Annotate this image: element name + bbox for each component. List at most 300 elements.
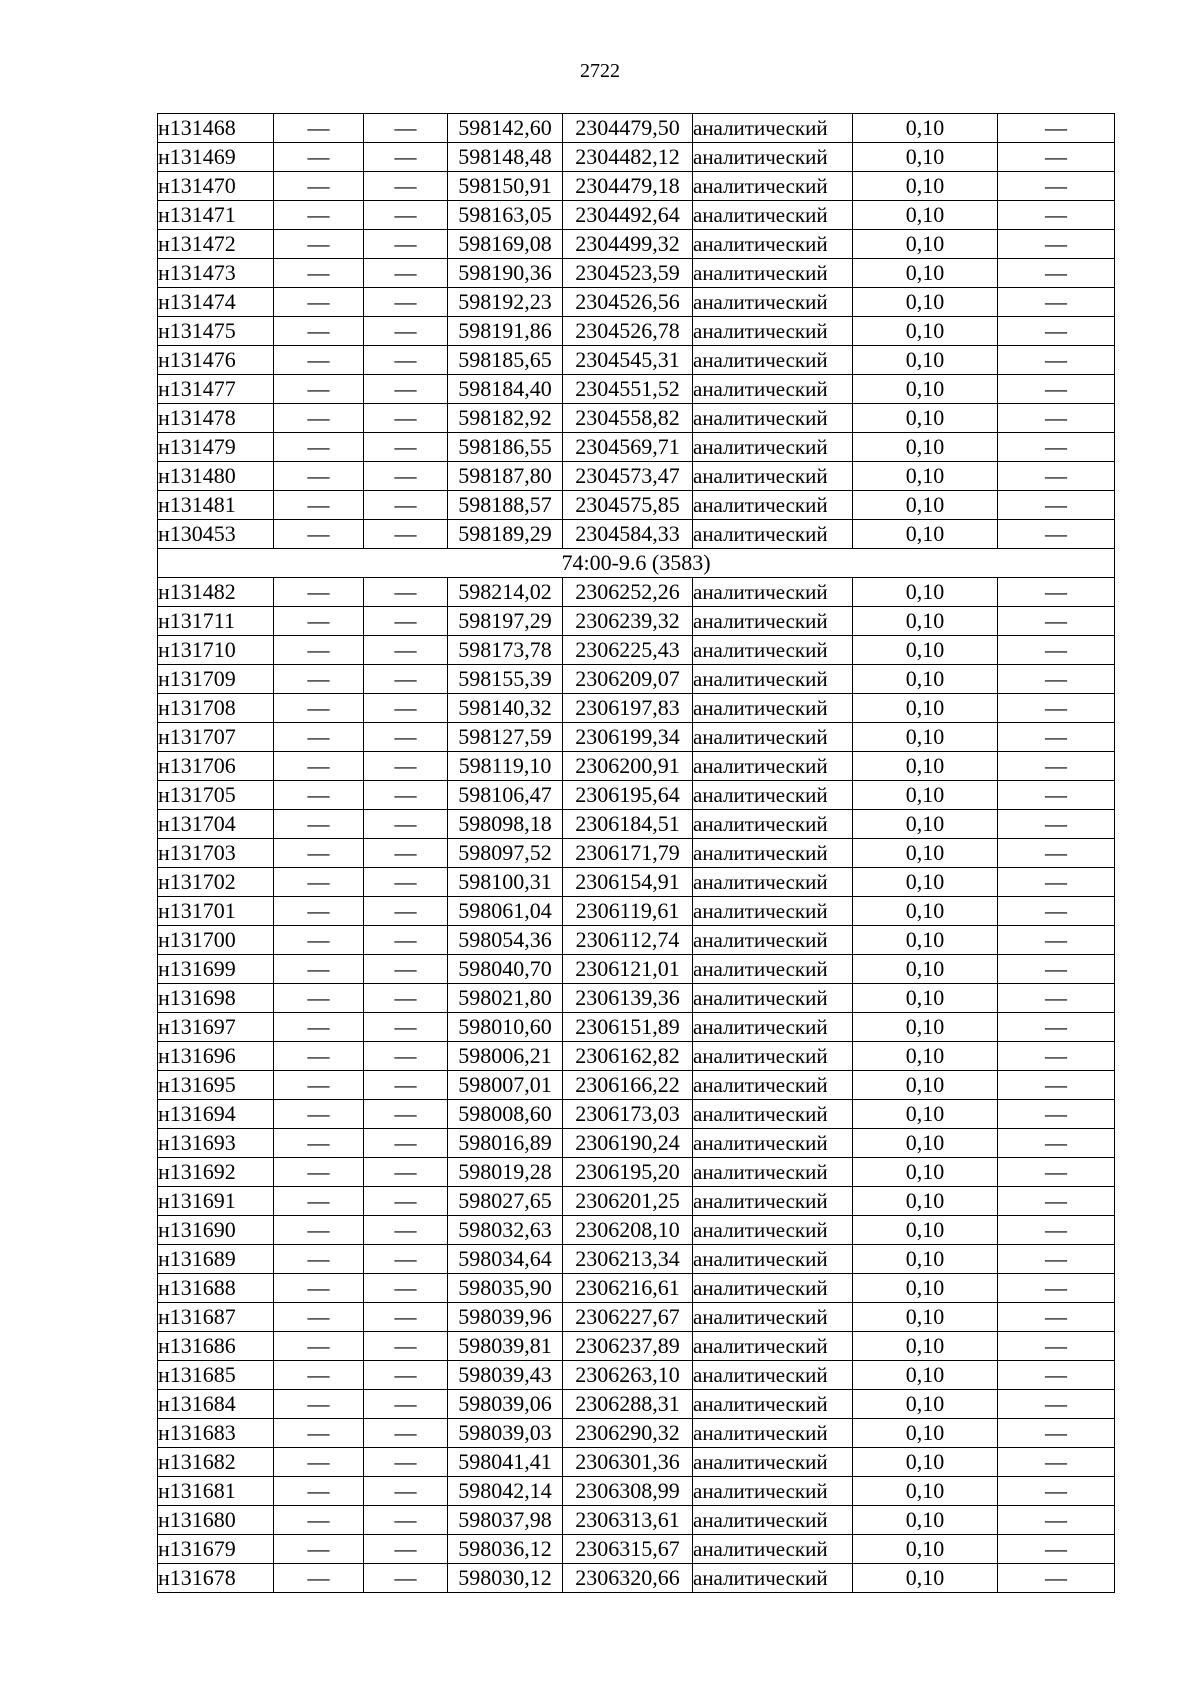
- table-row: [158, 346, 1115, 375]
- table-row: [158, 433, 1115, 462]
- x-coordinate-cell: 598036,12: [448, 1535, 563, 1564]
- dash-cell: —: [998, 288, 1115, 317]
- x-coordinate-cell: 598039,43: [448, 1361, 563, 1390]
- dash-cell: —: [274, 375, 364, 404]
- table-row: [158, 172, 1115, 201]
- x-coordinate-cell: 598041,41: [448, 1448, 563, 1477]
- y-coordinate-cell: 2306201,25: [563, 1187, 693, 1216]
- dash-cell: —: [274, 1274, 364, 1303]
- dash-cell: —: [998, 404, 1115, 433]
- table-row: [158, 578, 1115, 607]
- dash-cell: —: [998, 607, 1115, 636]
- dash-cell: —: [998, 1419, 1115, 1448]
- dash-cell: —: [998, 1129, 1115, 1158]
- y-coordinate-cell: 2306213,34: [563, 1245, 693, 1274]
- method-cell: аналитический: [693, 839, 853, 868]
- point-id-cell: н131701: [158, 897, 274, 926]
- point-id-cell: н131471: [158, 201, 274, 230]
- method-cell: аналитический: [693, 665, 853, 694]
- y-coordinate-cell: 2304479,18: [563, 172, 693, 201]
- dash-cell: —: [364, 375, 448, 404]
- accuracy-cell: 0,10: [853, 1361, 998, 1390]
- y-coordinate-cell: 2306208,10: [563, 1216, 693, 1245]
- x-coordinate-cell: 598100,31: [448, 868, 563, 897]
- page-number: 2722: [580, 60, 620, 82]
- dash-cell: —: [364, 1100, 448, 1129]
- dash-cell: —: [274, 1535, 364, 1564]
- dash-cell: —: [364, 259, 448, 288]
- point-id-cell: н131692: [158, 1158, 274, 1187]
- dash-cell: —: [364, 810, 448, 839]
- point-id-cell: н131478: [158, 404, 274, 433]
- dash-cell: —: [998, 1390, 1115, 1419]
- point-id-cell: н131699: [158, 955, 274, 984]
- method-cell: аналитический: [693, 433, 853, 462]
- x-coordinate-cell: 598061,04: [448, 897, 563, 926]
- point-id-cell: н131474: [158, 288, 274, 317]
- accuracy-cell: 0,10: [853, 1216, 998, 1245]
- dash-cell: —: [364, 839, 448, 868]
- accuracy-cell: 0,10: [853, 1071, 998, 1100]
- dash-cell: —: [998, 1506, 1115, 1535]
- accuracy-cell: 0,10: [853, 665, 998, 694]
- dash-cell: —: [274, 694, 364, 723]
- dash-cell: —: [998, 114, 1115, 143]
- dash-cell: —: [274, 1564, 364, 1593]
- y-coordinate-cell: 2304526,56: [563, 288, 693, 317]
- dash-cell: —: [998, 230, 1115, 259]
- y-coordinate-cell: 2306320,66: [563, 1564, 693, 1593]
- method-cell: аналитический: [693, 1071, 853, 1100]
- y-coordinate-cell: 2304479,50: [563, 114, 693, 143]
- x-coordinate-cell: 598173,78: [448, 636, 563, 665]
- y-coordinate-cell: 2306263,10: [563, 1361, 693, 1390]
- dash-cell: —: [274, 491, 364, 520]
- dash-cell: —: [274, 462, 364, 491]
- y-coordinate-cell: 2306308,99: [563, 1477, 693, 1506]
- dash-cell: —: [274, 433, 364, 462]
- point-id-cell: н131711: [158, 607, 274, 636]
- x-coordinate-cell: 598185,65: [448, 346, 563, 375]
- x-coordinate-cell: 598027,65: [448, 1187, 563, 1216]
- accuracy-cell: 0,10: [853, 1158, 998, 1187]
- table-row: [158, 201, 1115, 230]
- table-row: [158, 1042, 1115, 1071]
- accuracy-cell: 0,10: [853, 491, 998, 520]
- method-cell: аналитический: [693, 259, 853, 288]
- method-cell: аналитический: [693, 1477, 853, 1506]
- method-cell: аналитический: [693, 955, 853, 984]
- method-cell: аналитический: [693, 143, 853, 172]
- point-id-cell: н131476: [158, 346, 274, 375]
- dash-cell: —: [364, 462, 448, 491]
- point-id-cell: н131683: [158, 1419, 274, 1448]
- point-id-cell: н131470: [158, 172, 274, 201]
- method-cell: аналитический: [693, 1100, 853, 1129]
- accuracy-cell: 0,10: [853, 955, 998, 984]
- y-coordinate-cell: 2306197,83: [563, 694, 693, 723]
- dash-cell: —: [274, 404, 364, 433]
- dash-cell: —: [274, 259, 364, 288]
- table-row: [158, 636, 1115, 665]
- method-cell: аналитический: [693, 1419, 853, 1448]
- dash-cell: —: [998, 317, 1115, 346]
- method-cell: аналитический: [693, 636, 853, 665]
- accuracy-cell: 0,10: [853, 288, 998, 317]
- accuracy-cell: 0,10: [853, 1535, 998, 1564]
- table-row: [158, 1390, 1115, 1419]
- accuracy-cell: 0,10: [853, 578, 998, 607]
- table-row: [158, 868, 1115, 897]
- x-coordinate-cell: 598039,03: [448, 1419, 563, 1448]
- accuracy-cell: 0,10: [853, 1100, 998, 1129]
- table-row: [158, 810, 1115, 839]
- x-coordinate-cell: 598016,89: [448, 1129, 563, 1158]
- accuracy-cell: 0,10: [853, 1245, 998, 1274]
- dash-cell: —: [998, 375, 1115, 404]
- dash-cell: —: [364, 984, 448, 1013]
- table-row: [158, 1100, 1115, 1129]
- dash-cell: —: [998, 1361, 1115, 1390]
- method-cell: аналитический: [693, 1535, 853, 1564]
- y-coordinate-cell: 2306195,64: [563, 781, 693, 810]
- method-cell: аналитический: [693, 288, 853, 317]
- point-id-cell: н131684: [158, 1390, 274, 1419]
- accuracy-cell: 0,10: [853, 810, 998, 839]
- dash-cell: —: [998, 1303, 1115, 1332]
- method-cell: аналитический: [693, 1187, 853, 1216]
- y-coordinate-cell: 2306195,20: [563, 1158, 693, 1187]
- method-cell: аналитический: [693, 868, 853, 897]
- dash-cell: —: [274, 578, 364, 607]
- table-row: [158, 1013, 1115, 1042]
- y-coordinate-cell: 2306121,01: [563, 955, 693, 984]
- method-cell: аналитический: [693, 346, 853, 375]
- x-coordinate-cell: 598197,29: [448, 607, 563, 636]
- dash-cell: —: [274, 752, 364, 781]
- dash-cell: —: [274, 114, 364, 143]
- y-coordinate-cell: 2306139,36: [563, 984, 693, 1013]
- x-coordinate-cell: 598163,05: [448, 201, 563, 230]
- dash-cell: —: [998, 1448, 1115, 1477]
- accuracy-cell: 0,10: [853, 1303, 998, 1332]
- y-coordinate-cell: 2306301,36: [563, 1448, 693, 1477]
- y-coordinate-cell: 2306227,67: [563, 1303, 693, 1332]
- method-cell: аналитический: [693, 694, 853, 723]
- dash-cell: —: [364, 897, 448, 926]
- point-id-cell: н131679: [158, 1535, 274, 1564]
- method-cell: аналитический: [693, 1274, 853, 1303]
- method-cell: аналитический: [693, 1303, 853, 1332]
- dash-cell: —: [274, 288, 364, 317]
- accuracy-cell: 0,10: [853, 723, 998, 752]
- dash-cell: —: [998, 636, 1115, 665]
- dash-cell: —: [274, 723, 364, 752]
- y-coordinate-cell: 2304492,64: [563, 201, 693, 230]
- dash-cell: —: [364, 520, 448, 549]
- dash-cell: —: [998, 1332, 1115, 1361]
- dash-cell: —: [274, 317, 364, 346]
- dash-cell: —: [998, 1100, 1115, 1129]
- dash-cell: —: [998, 839, 1115, 868]
- dash-cell: —: [364, 955, 448, 984]
- method-cell: аналитический: [693, 984, 853, 1013]
- accuracy-cell: 0,10: [853, 1042, 998, 1071]
- dash-cell: —: [364, 665, 448, 694]
- point-id-cell: н131469: [158, 143, 274, 172]
- point-id-cell: н131691: [158, 1187, 274, 1216]
- dash-cell: —: [998, 1274, 1115, 1303]
- point-id-cell: н131682: [158, 1448, 274, 1477]
- method-cell: аналитический: [693, 1332, 853, 1361]
- dash-cell: —: [364, 1158, 448, 1187]
- method-cell: аналитический: [693, 1158, 853, 1187]
- point-id-cell: н131482: [158, 578, 274, 607]
- accuracy-cell: 0,10: [853, 897, 998, 926]
- dash-cell: —: [364, 1071, 448, 1100]
- dash-cell: —: [364, 317, 448, 346]
- table-row: [158, 1419, 1115, 1448]
- dash-cell: —: [364, 1187, 448, 1216]
- dash-cell: —: [998, 1564, 1115, 1593]
- point-id-cell: н131693: [158, 1129, 274, 1158]
- dash-cell: —: [364, 1361, 448, 1390]
- y-coordinate-cell: 2304545,31: [563, 346, 693, 375]
- table-row: [158, 1332, 1115, 1361]
- accuracy-cell: 0,10: [853, 404, 998, 433]
- method-cell: аналитический: [693, 404, 853, 433]
- x-coordinate-cell: 598035,90: [448, 1274, 563, 1303]
- y-coordinate-cell: 2306112,74: [563, 926, 693, 955]
- dash-cell: —: [274, 839, 364, 868]
- y-coordinate-cell: 2304558,82: [563, 404, 693, 433]
- method-cell: аналитический: [693, 1390, 853, 1419]
- point-id-cell: н131680: [158, 1506, 274, 1535]
- y-coordinate-cell: 2306252,26: [563, 578, 693, 607]
- table-row: [158, 375, 1115, 404]
- dash-cell: —: [998, 984, 1115, 1013]
- accuracy-cell: 0,10: [853, 1390, 998, 1419]
- table-row: [158, 955, 1115, 984]
- dash-cell: —: [364, 1245, 448, 1274]
- coordinates-table-body: [158, 114, 1115, 1593]
- dash-cell: —: [364, 1042, 448, 1071]
- table-row: [158, 491, 1115, 520]
- section-title: 74:00-9.6 (3583): [158, 549, 1115, 578]
- table-row: [158, 1187, 1115, 1216]
- x-coordinate-cell: 598127,59: [448, 723, 563, 752]
- x-coordinate-cell: 598192,23: [448, 288, 563, 317]
- point-id-cell: н131480: [158, 462, 274, 491]
- table-row: [158, 288, 1115, 317]
- dash-cell: —: [364, 346, 448, 375]
- method-cell: аналитический: [693, 723, 853, 752]
- accuracy-cell: 0,10: [853, 839, 998, 868]
- method-cell: аналитический: [693, 1013, 853, 1042]
- method-cell: аналитический: [693, 1564, 853, 1593]
- accuracy-cell: 0,10: [853, 752, 998, 781]
- y-coordinate-cell: 2304499,32: [563, 230, 693, 259]
- x-coordinate-cell: 598032,63: [448, 1216, 563, 1245]
- point-id-cell: н131678: [158, 1564, 274, 1593]
- method-cell: аналитический: [693, 172, 853, 201]
- y-coordinate-cell: 2306315,67: [563, 1535, 693, 1564]
- x-coordinate-cell: 598142,60: [448, 114, 563, 143]
- dash-cell: —: [998, 172, 1115, 201]
- dash-cell: —: [998, 462, 1115, 491]
- accuracy-cell: 0,10: [853, 868, 998, 897]
- x-coordinate-cell: 598169,08: [448, 230, 563, 259]
- y-coordinate-cell: 2304551,52: [563, 375, 693, 404]
- dash-cell: —: [998, 1187, 1115, 1216]
- x-coordinate-cell: 598030,12: [448, 1564, 563, 1593]
- dash-cell: —: [364, 288, 448, 317]
- dash-cell: —: [364, 1564, 448, 1593]
- x-coordinate-cell: 598182,92: [448, 404, 563, 433]
- y-coordinate-cell: 2306209,07: [563, 665, 693, 694]
- dash-cell: —: [364, 1477, 448, 1506]
- point-id-cell: н131681: [158, 1477, 274, 1506]
- accuracy-cell: 0,10: [853, 1013, 998, 1042]
- dash-cell: —: [274, 1216, 364, 1245]
- dash-cell: —: [998, 1042, 1115, 1071]
- x-coordinate-cell: 598150,91: [448, 172, 563, 201]
- accuracy-cell: 0,10: [853, 1448, 998, 1477]
- y-coordinate-cell: 2306313,61: [563, 1506, 693, 1535]
- dash-cell: —: [364, 1303, 448, 1332]
- dash-cell: —: [998, 897, 1115, 926]
- point-id-cell: н131700: [158, 926, 274, 955]
- y-coordinate-cell: 2306171,79: [563, 839, 693, 868]
- y-coordinate-cell: 2306151,89: [563, 1013, 693, 1042]
- dash-cell: —: [998, 723, 1115, 752]
- accuracy-cell: 0,10: [853, 143, 998, 172]
- dash-cell: —: [274, 1100, 364, 1129]
- dash-cell: —: [364, 114, 448, 143]
- x-coordinate-cell: 598119,10: [448, 752, 563, 781]
- point-id-cell: н131698: [158, 984, 274, 1013]
- x-coordinate-cell: 598006,21: [448, 1042, 563, 1071]
- method-cell: аналитический: [693, 520, 853, 549]
- dash-cell: —: [274, 636, 364, 665]
- x-coordinate-cell: 598037,98: [448, 1506, 563, 1535]
- method-cell: аналитический: [693, 114, 853, 143]
- dash-cell: —: [274, 926, 364, 955]
- table-row: [158, 984, 1115, 1013]
- table-row: [158, 1158, 1115, 1187]
- dash-cell: —: [274, 520, 364, 549]
- dash-cell: —: [998, 346, 1115, 375]
- dash-cell: —: [364, 230, 448, 259]
- dash-cell: —: [998, 259, 1115, 288]
- point-id-cell: н131688: [158, 1274, 274, 1303]
- table-row: [158, 926, 1115, 955]
- dash-cell: —: [274, 1042, 364, 1071]
- dash-cell: —: [274, 810, 364, 839]
- accuracy-cell: 0,10: [853, 694, 998, 723]
- dash-cell: —: [274, 1390, 364, 1419]
- y-coordinate-cell: 2306216,61: [563, 1274, 693, 1303]
- accuracy-cell: 0,10: [853, 520, 998, 549]
- accuracy-cell: 0,10: [853, 259, 998, 288]
- dash-cell: —: [274, 1071, 364, 1100]
- table-row: [158, 1071, 1115, 1100]
- x-coordinate-cell: 598039,81: [448, 1332, 563, 1361]
- dash-cell: —: [364, 868, 448, 897]
- x-coordinate-cell: 598008,60: [448, 1100, 563, 1129]
- table-row: [158, 1245, 1115, 1274]
- table-row: [158, 1303, 1115, 1332]
- point-id-cell: н131473: [158, 259, 274, 288]
- y-coordinate-cell: 2304569,71: [563, 433, 693, 462]
- accuracy-cell: 0,10: [853, 781, 998, 810]
- dash-cell: —: [364, 433, 448, 462]
- method-cell: аналитический: [693, 1245, 853, 1274]
- table-row: [158, 1535, 1115, 1564]
- table-row: [158, 839, 1115, 868]
- dash-cell: —: [364, 1535, 448, 1564]
- point-id-cell: н131477: [158, 375, 274, 404]
- table-row: [158, 723, 1115, 752]
- dash-cell: —: [274, 955, 364, 984]
- dash-cell: —: [274, 172, 364, 201]
- dash-cell: —: [274, 984, 364, 1013]
- point-id-cell: н131472: [158, 230, 274, 259]
- accuracy-cell: 0,10: [853, 1187, 998, 1216]
- table-row: [158, 462, 1115, 491]
- dash-cell: —: [364, 491, 448, 520]
- method-cell: аналитический: [693, 1361, 853, 1390]
- y-coordinate-cell: 2304523,59: [563, 259, 693, 288]
- dash-cell: —: [274, 1506, 364, 1535]
- x-coordinate-cell: 598188,57: [448, 491, 563, 520]
- method-cell: аналитический: [693, 897, 853, 926]
- method-cell: аналитический: [693, 462, 853, 491]
- y-coordinate-cell: 2306166,22: [563, 1071, 693, 1100]
- dash-cell: —: [274, 868, 364, 897]
- point-id-cell: н131468: [158, 114, 274, 143]
- table-row: [158, 1506, 1115, 1535]
- y-coordinate-cell: 2306190,24: [563, 1129, 693, 1158]
- method-cell: аналитический: [693, 375, 853, 404]
- point-id-cell: н131686: [158, 1332, 274, 1361]
- accuracy-cell: 0,10: [853, 1477, 998, 1506]
- point-id-cell: н130453: [158, 520, 274, 549]
- dash-cell: —: [998, 433, 1115, 462]
- point-id-cell: н131689: [158, 1245, 274, 1274]
- point-id-cell: н131479: [158, 433, 274, 462]
- accuracy-cell: 0,10: [853, 1419, 998, 1448]
- dash-cell: —: [364, 636, 448, 665]
- point-id-cell: н131710: [158, 636, 274, 665]
- dash-cell: —: [998, 1477, 1115, 1506]
- y-coordinate-cell: 2304526,78: [563, 317, 693, 346]
- dash-cell: —: [364, 404, 448, 433]
- accuracy-cell: 0,10: [853, 1506, 998, 1535]
- dash-cell: —: [998, 143, 1115, 172]
- y-coordinate-cell: 2304575,85: [563, 491, 693, 520]
- dash-cell: —: [274, 1419, 364, 1448]
- point-id-cell: н131696: [158, 1042, 274, 1071]
- dash-cell: —: [364, 1274, 448, 1303]
- x-coordinate-cell: 598148,48: [448, 143, 563, 172]
- x-coordinate-cell: 598039,96: [448, 1303, 563, 1332]
- accuracy-cell: 0,10: [853, 317, 998, 346]
- table-row: [158, 1448, 1115, 1477]
- dash-cell: —: [998, 868, 1115, 897]
- x-coordinate-cell: 598187,80: [448, 462, 563, 491]
- accuracy-cell: 0,10: [853, 462, 998, 491]
